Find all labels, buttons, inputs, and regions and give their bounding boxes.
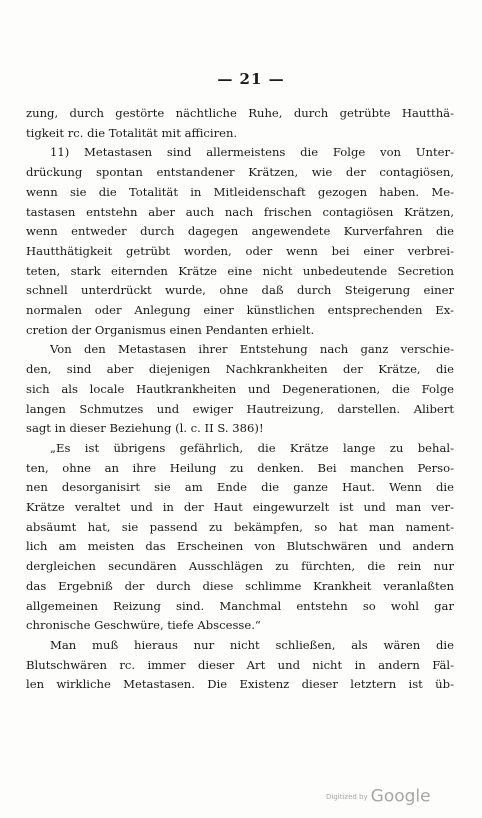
text-line: ten, ohne an ihre Heilung zu denken. Bei manchen Perso- [26, 460, 454, 475]
text-line: Blutschwären rc. immer dieser Art und nicht in andern Fäl- [26, 657, 454, 672]
text-line: „Es ist übrigens gefährlich, die Krätze lange zu behal- [50, 440, 454, 455]
text-line: normalen oder Anlegung einer künstlichen entsprechenden Ex- [26, 303, 454, 318]
text-line: tigkeit rc. die Totalität mit afficiren. [26, 125, 238, 140]
text-line: das Ergebniß der durch diese schlimme Krankheit veranlaßten [26, 578, 454, 593]
text-line: absäumt hat, sie passend zu bekämpfen, so hat man nament- [26, 519, 454, 534]
text-line: schnell unterdrückt wurde, ohne daß durch Steigerung einer [26, 283, 454, 298]
text-line: dergleichen secundären Ausschlägen zu fürchten, die rein nur [26, 559, 454, 574]
text-line: wenn entweder durch dagegen angewendete Kurverfahren die [26, 224, 454, 239]
watermark-brand: Google [370, 786, 431, 807]
text-line: allgemeinen Reizung sind. Manchmal entstehn so wohl gar [26, 598, 454, 613]
text-line: len wirkliche Metastasen. Die Existenz dieser letztern ist üb- [26, 677, 454, 692]
text-line: 11) Metastasen sind allermeistens die Folge von Unter- [50, 145, 454, 160]
text-line: drückung spontan entstandener Krätzen, wie der contagiösen, [26, 165, 454, 180]
text-line: sagt in dieser Beziehung (l. c. II S. 386)! [26, 421, 264, 436]
page-body [26, 104, 454, 695]
text-line: Von den Metastasen ihrer Entstehung nach ganz verschie- [50, 342, 454, 357]
text-line: chronische Geschwüre, tiefe Abscesse.“ [26, 618, 261, 633]
text-line: langen Schmutzes und ewiger Hautreizung, darstellen. Alibert [26, 401, 454, 416]
text-line: zung, durch gestörte nächtliche Ruhe, durch getrübte Hautthä- [26, 106, 454, 120]
text-line: tastasen entstehn aber auch nach frischen contagiösen Krätzen, [26, 204, 454, 219]
page-number-header: — 21 — [217, 70, 285, 88]
text-line: Krätze veraltet und in der Haut eingewurzelt ist und man ver- [26, 500, 454, 515]
text-line: wenn sie die Totalität in Mitleidenschaft gezogen haben. Me- [26, 184, 454, 199]
text-line: lich am meisten das Erscheinen von Blutschwären und andern [26, 539, 454, 554]
text-line: den, sind aber diejenigen Nachkrankheiten der Krätze, die [26, 362, 454, 377]
google-watermark [326, 786, 431, 807]
text-line: teten, stark eiternden Krätze eine nicht unbedeutende Secretion [26, 263, 454, 278]
text-line: Hautthätigkeit getrübt worden, oder wenn bei einer verbrei- [26, 243, 454, 258]
text-line: sich als locale Hautkrankheiten und Degenerationen, die Folge [26, 381, 454, 396]
text-line: nen desorganisirt sie am Ende die ganze Haut. Wenn die [26, 480, 454, 495]
text-line: cretion der Organismus einen Pendanten erhielt. [26, 322, 315, 337]
text-line: Man muß hieraus nur nicht schließen, als wären die [50, 637, 454, 652]
watermark-prefix: Digitized by [326, 792, 368, 801]
